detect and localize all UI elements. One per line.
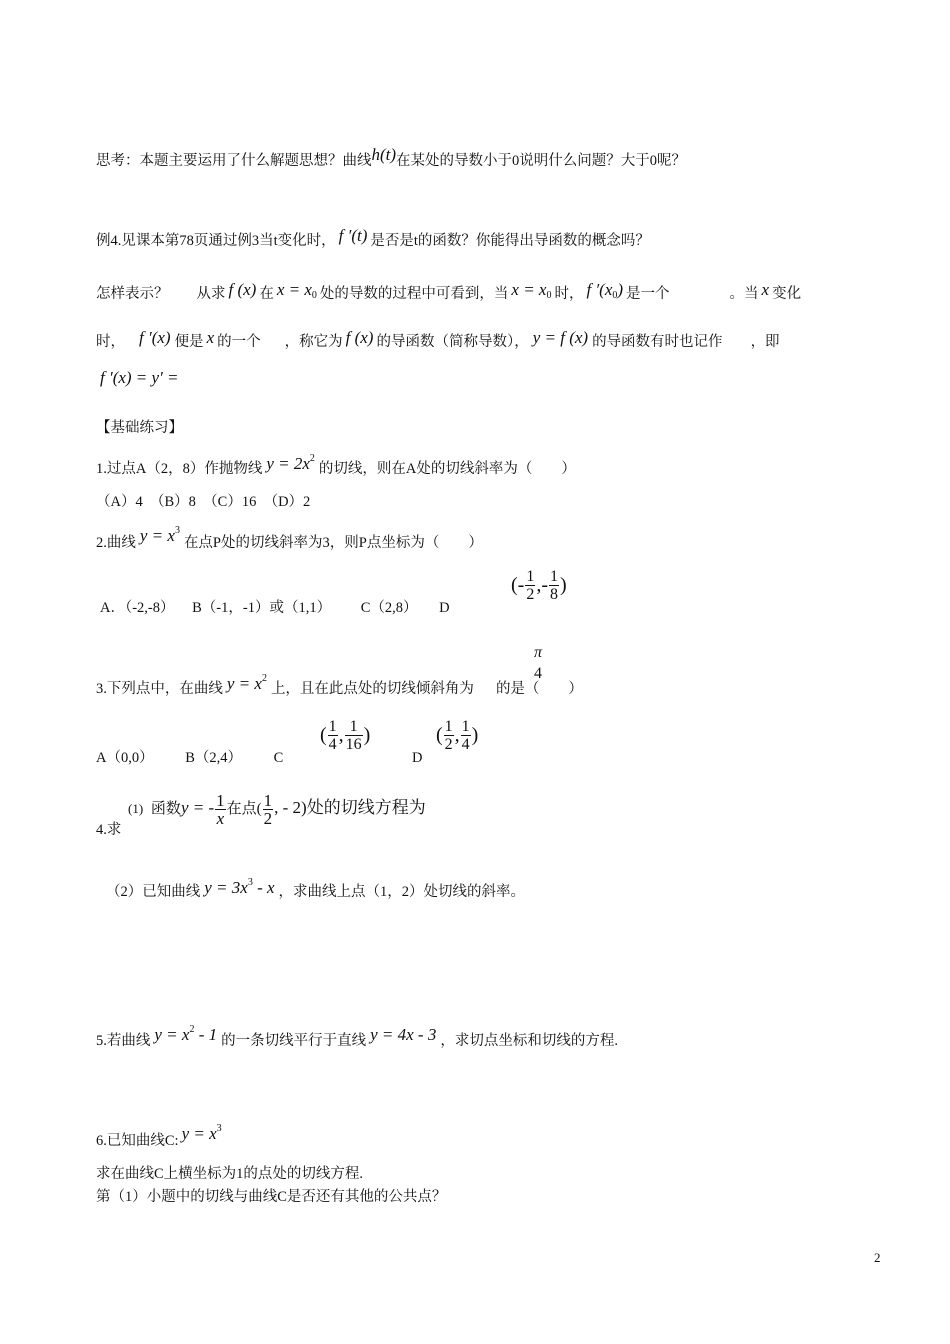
question-6-part-1: 求在曲线C上横坐标为1的点处的切线方程. (96, 1166, 364, 1182)
question-5: 5.若曲线 $y = x^2 - 1$ 的一条切线平行于直线 y = 4x - 3 ，求切点坐标和切线的方程. (96, 1024, 618, 1049)
page-number: 2 (874, 1250, 881, 1265)
question-3-options: A（0,0） B（2,4） C (96, 750, 284, 766)
when-line: 时， f ′(x) 便是 x 的一个 ，称它为 f (x) 的导函数（简称导数）， y = f (x) 的导函数有时也记作 ，即 (96, 328, 780, 350)
q3-option-c-point: ( $\frac{1}{4}$ , $\frac{1}{16}$ ) (320, 718, 371, 753)
math-f-prime-t: f ′(t) (338, 226, 368, 245)
q2-option-d-point: (- $\frac{1}{2}$ ,- $\frac{1}{8}$ ) (511, 568, 567, 603)
question-3: 3.下列点中，在曲线 $y = x^2$上，且在此点处的切线倾斜角为 的是（ ） (96, 673, 583, 697)
derivative-notation: f ′(x) = y′ = (100, 368, 179, 387)
question-4-part-2: （2）已知曲线 $y = 3x^3 - x$ ，求曲线上点（1，2）处切线的斜率。 (106, 877, 526, 900)
question-4-label: 4.求 (96, 822, 122, 838)
question-4-part-1: (1) 函数y = - $\frac{1}{x}$ 在点( $\frac{1}{2}$ , - 2)处的切线方程为 (128, 791, 426, 828)
math-h-t: h(t) (371, 145, 397, 164)
question-6: 6.已知曲线C: $y = x^3$ (96, 1123, 222, 1149)
section-heading: 【基础练习】 (96, 420, 183, 436)
how-line: 怎样表示？ 从求 f (x) 在 $x = x_0$ 处的导数的过程中可看到，当 $x = x_0$ 时， f $'(x_0)$ 是一个 。当 x 变化 (96, 280, 802, 302)
example4-line: 例4.见课本第78页通过例3当t变化时， f ′(t) 是否是t的函数？你能得出导函数的概念吗？ (96, 226, 650, 249)
question-2: 2.曲线 $y = x^3$在点P处的切线斜率为3，则P点坐标为（ ） (96, 525, 483, 551)
question-6-part-2: 第（1）小题中的切线与曲线C是否还有其他的公共点？ (96, 1189, 447, 1205)
question-1: 1.过点A（2，8）作抛物线 $y = 2x^2$的切线，则在A处的切线斜率为（ ） (96, 453, 576, 477)
pi-over-4: π 4 (531, 643, 545, 684)
q3-option-d-point: ( $\frac{1}{2}$ , $\frac{1}{4}$ ) (436, 718, 479, 753)
question-1-options: （A）4 （B）8 （C）16 （D）2 (96, 494, 311, 510)
think-line: 思考：本题主要运用了什么解题思想？曲线h(t)在某处的导数小于0说明什么问题？大于0呢？ (96, 145, 687, 169)
question-2-options: A．（-2,-8） B（-1，-1）或（1,1） C（2,8） D (100, 600, 450, 616)
